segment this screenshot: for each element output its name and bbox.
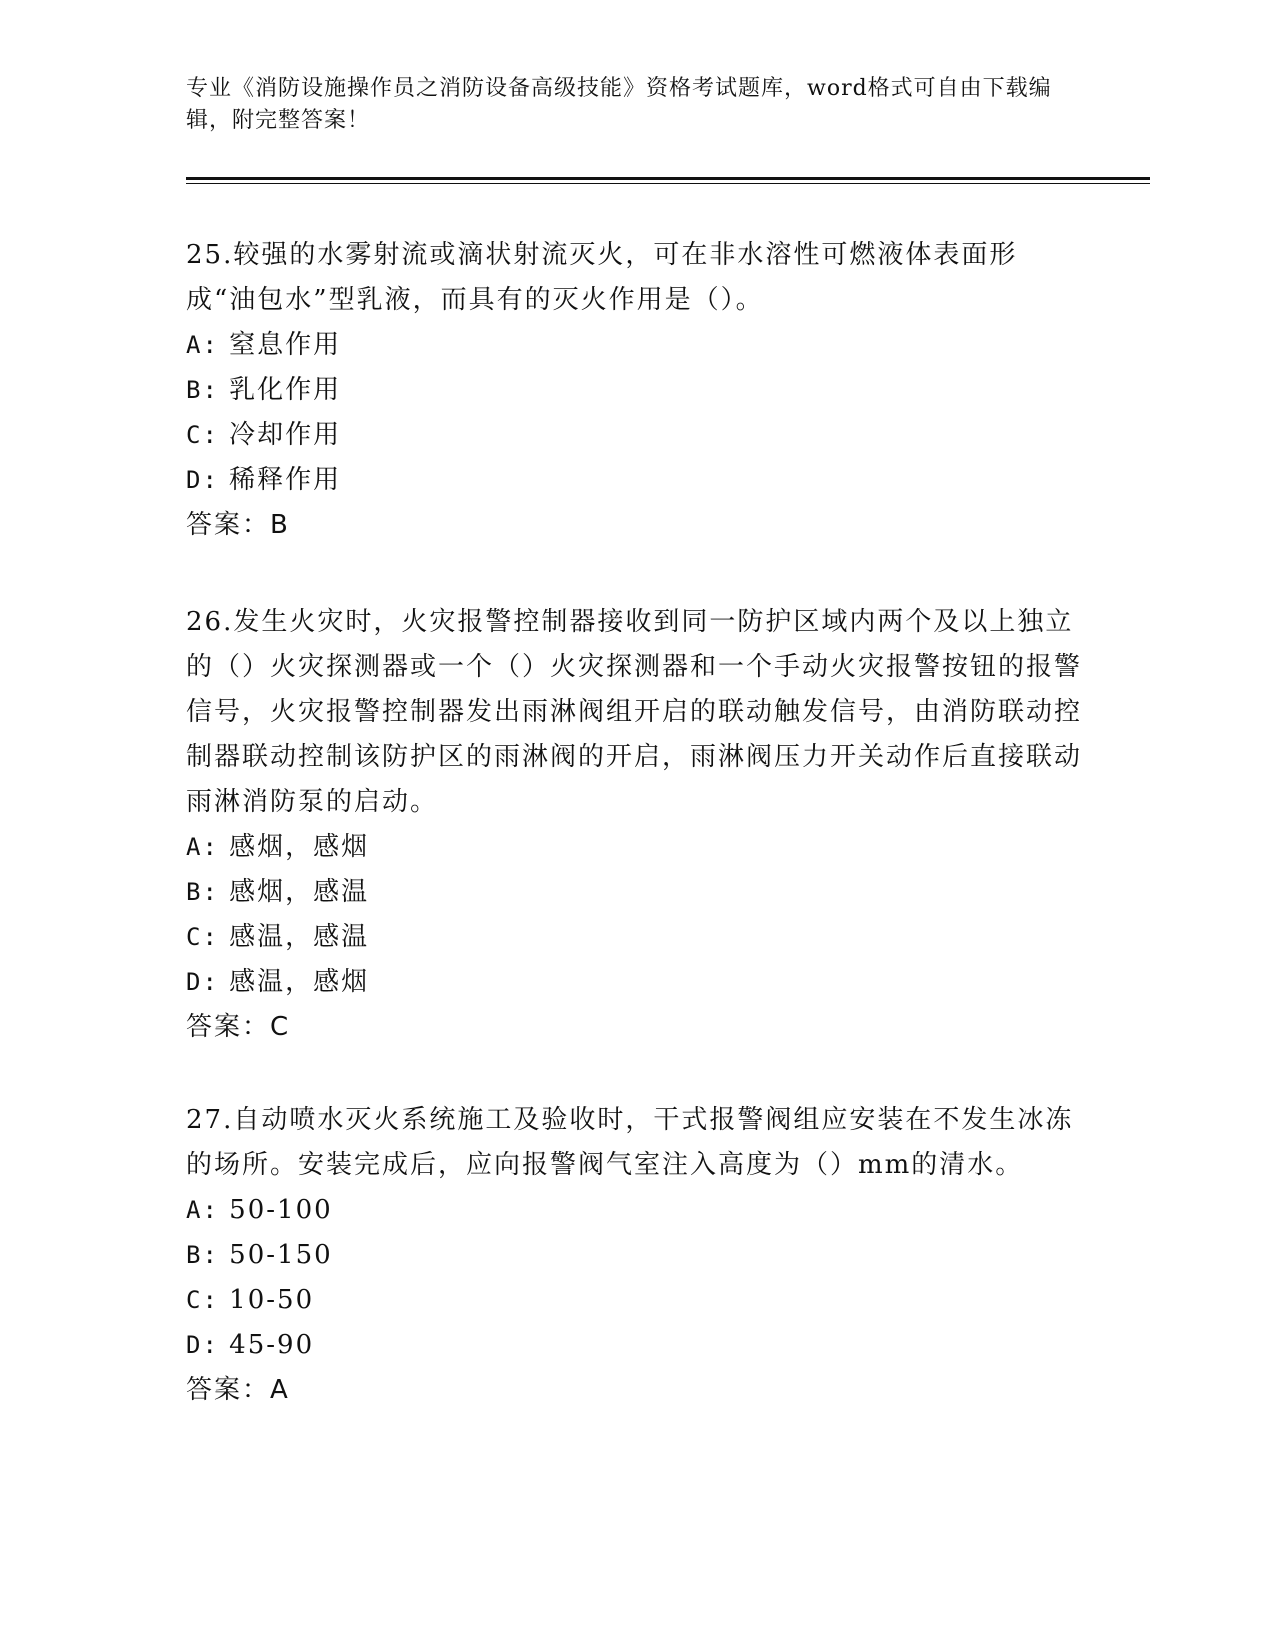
header-divider-thick bbox=[186, 177, 1150, 180]
option-text: 乳化作用 bbox=[229, 375, 342, 405]
option-d bbox=[186, 960, 1086, 1005]
option-b bbox=[186, 368, 1086, 413]
option-text: 稀释作用 bbox=[229, 465, 342, 495]
option-a bbox=[186, 323, 1086, 368]
option-a bbox=[186, 1188, 1086, 1233]
option-text: 冷却作用 bbox=[229, 420, 342, 450]
option-text: 50-150 bbox=[229, 1240, 333, 1270]
option-letter: D: bbox=[186, 466, 219, 494]
option-text: 50-100 bbox=[229, 1195, 333, 1225]
option-text: 感温，感温 bbox=[229, 922, 370, 952]
option-letter: B: bbox=[186, 1241, 219, 1269]
option-letter: A: bbox=[186, 833, 219, 861]
question-26 bbox=[186, 600, 1086, 1050]
option-c bbox=[186, 1278, 1086, 1323]
option-text: 45-90 bbox=[229, 1330, 315, 1360]
option-letter: C: bbox=[186, 1286, 219, 1314]
option-letter: D: bbox=[186, 968, 219, 996]
option-letter: C: bbox=[186, 421, 219, 449]
question-stem: 27.自动喷水灭火系统施工及验收时，干式报警阀组应安装在不发生冰冻的场所。安装完成后，应向报警阀气室注入高度为（）mm的清水。 bbox=[186, 1105, 1074, 1180]
option-d bbox=[186, 458, 1086, 503]
question-stem: 25.较强的水雾射流或滴状射流灭火，可在非水溶性可燃液体表面形成“油包水”型乳液，而具有的灭火作用是（）。 bbox=[186, 240, 1018, 315]
header-divider-thin bbox=[186, 183, 1150, 184]
option-letter: A: bbox=[186, 1196, 219, 1224]
option-letter: B: bbox=[186, 376, 219, 404]
option-letter: D: bbox=[186, 1331, 219, 1359]
option-d bbox=[186, 1323, 1086, 1368]
option-text: 感烟，感温 bbox=[229, 877, 370, 907]
option-c bbox=[186, 915, 1086, 960]
option-letter: B: bbox=[186, 878, 219, 906]
question-stem: 26.发生火灾时，火灾报警控制器接收到同一防护区域内两个及以上独立的（）火灾探测器或一个（）火灾探测器和一个手动火灾报警按钮的报警信号，火灾报警控制器发出雨淋阀组开启的联动触发信号，由消防联动控制器联动控制该防护区的雨淋阀的开启，雨淋阀压力开关动作后直接联动雨淋消防泵的启动。 bbox=[186, 607, 1083, 817]
option-text: 感温，感烟 bbox=[229, 967, 370, 997]
option-text: 10-50 bbox=[229, 1285, 315, 1315]
question-27 bbox=[186, 1098, 1086, 1413]
option-letter: A: bbox=[186, 331, 219, 359]
question-25 bbox=[186, 233, 1086, 548]
option-text: 窒息作用 bbox=[229, 330, 342, 360]
option-text: 感烟，感烟 bbox=[229, 832, 370, 862]
page-header-text: 专业《消防设施操作员之消防设备高级技能》资格考试题库，word格式可自由下载编辑，附完整答案！ bbox=[186, 76, 1052, 133]
option-b bbox=[186, 870, 1086, 915]
option-a bbox=[186, 825, 1086, 870]
option-letter: C: bbox=[186, 923, 219, 951]
answer-line: 答案：B bbox=[186, 510, 290, 540]
option-b bbox=[186, 1233, 1086, 1278]
answer-line: 答案：A bbox=[186, 1375, 290, 1405]
answer-line: 答案：C bbox=[186, 1012, 291, 1042]
option-c bbox=[186, 413, 1086, 458]
